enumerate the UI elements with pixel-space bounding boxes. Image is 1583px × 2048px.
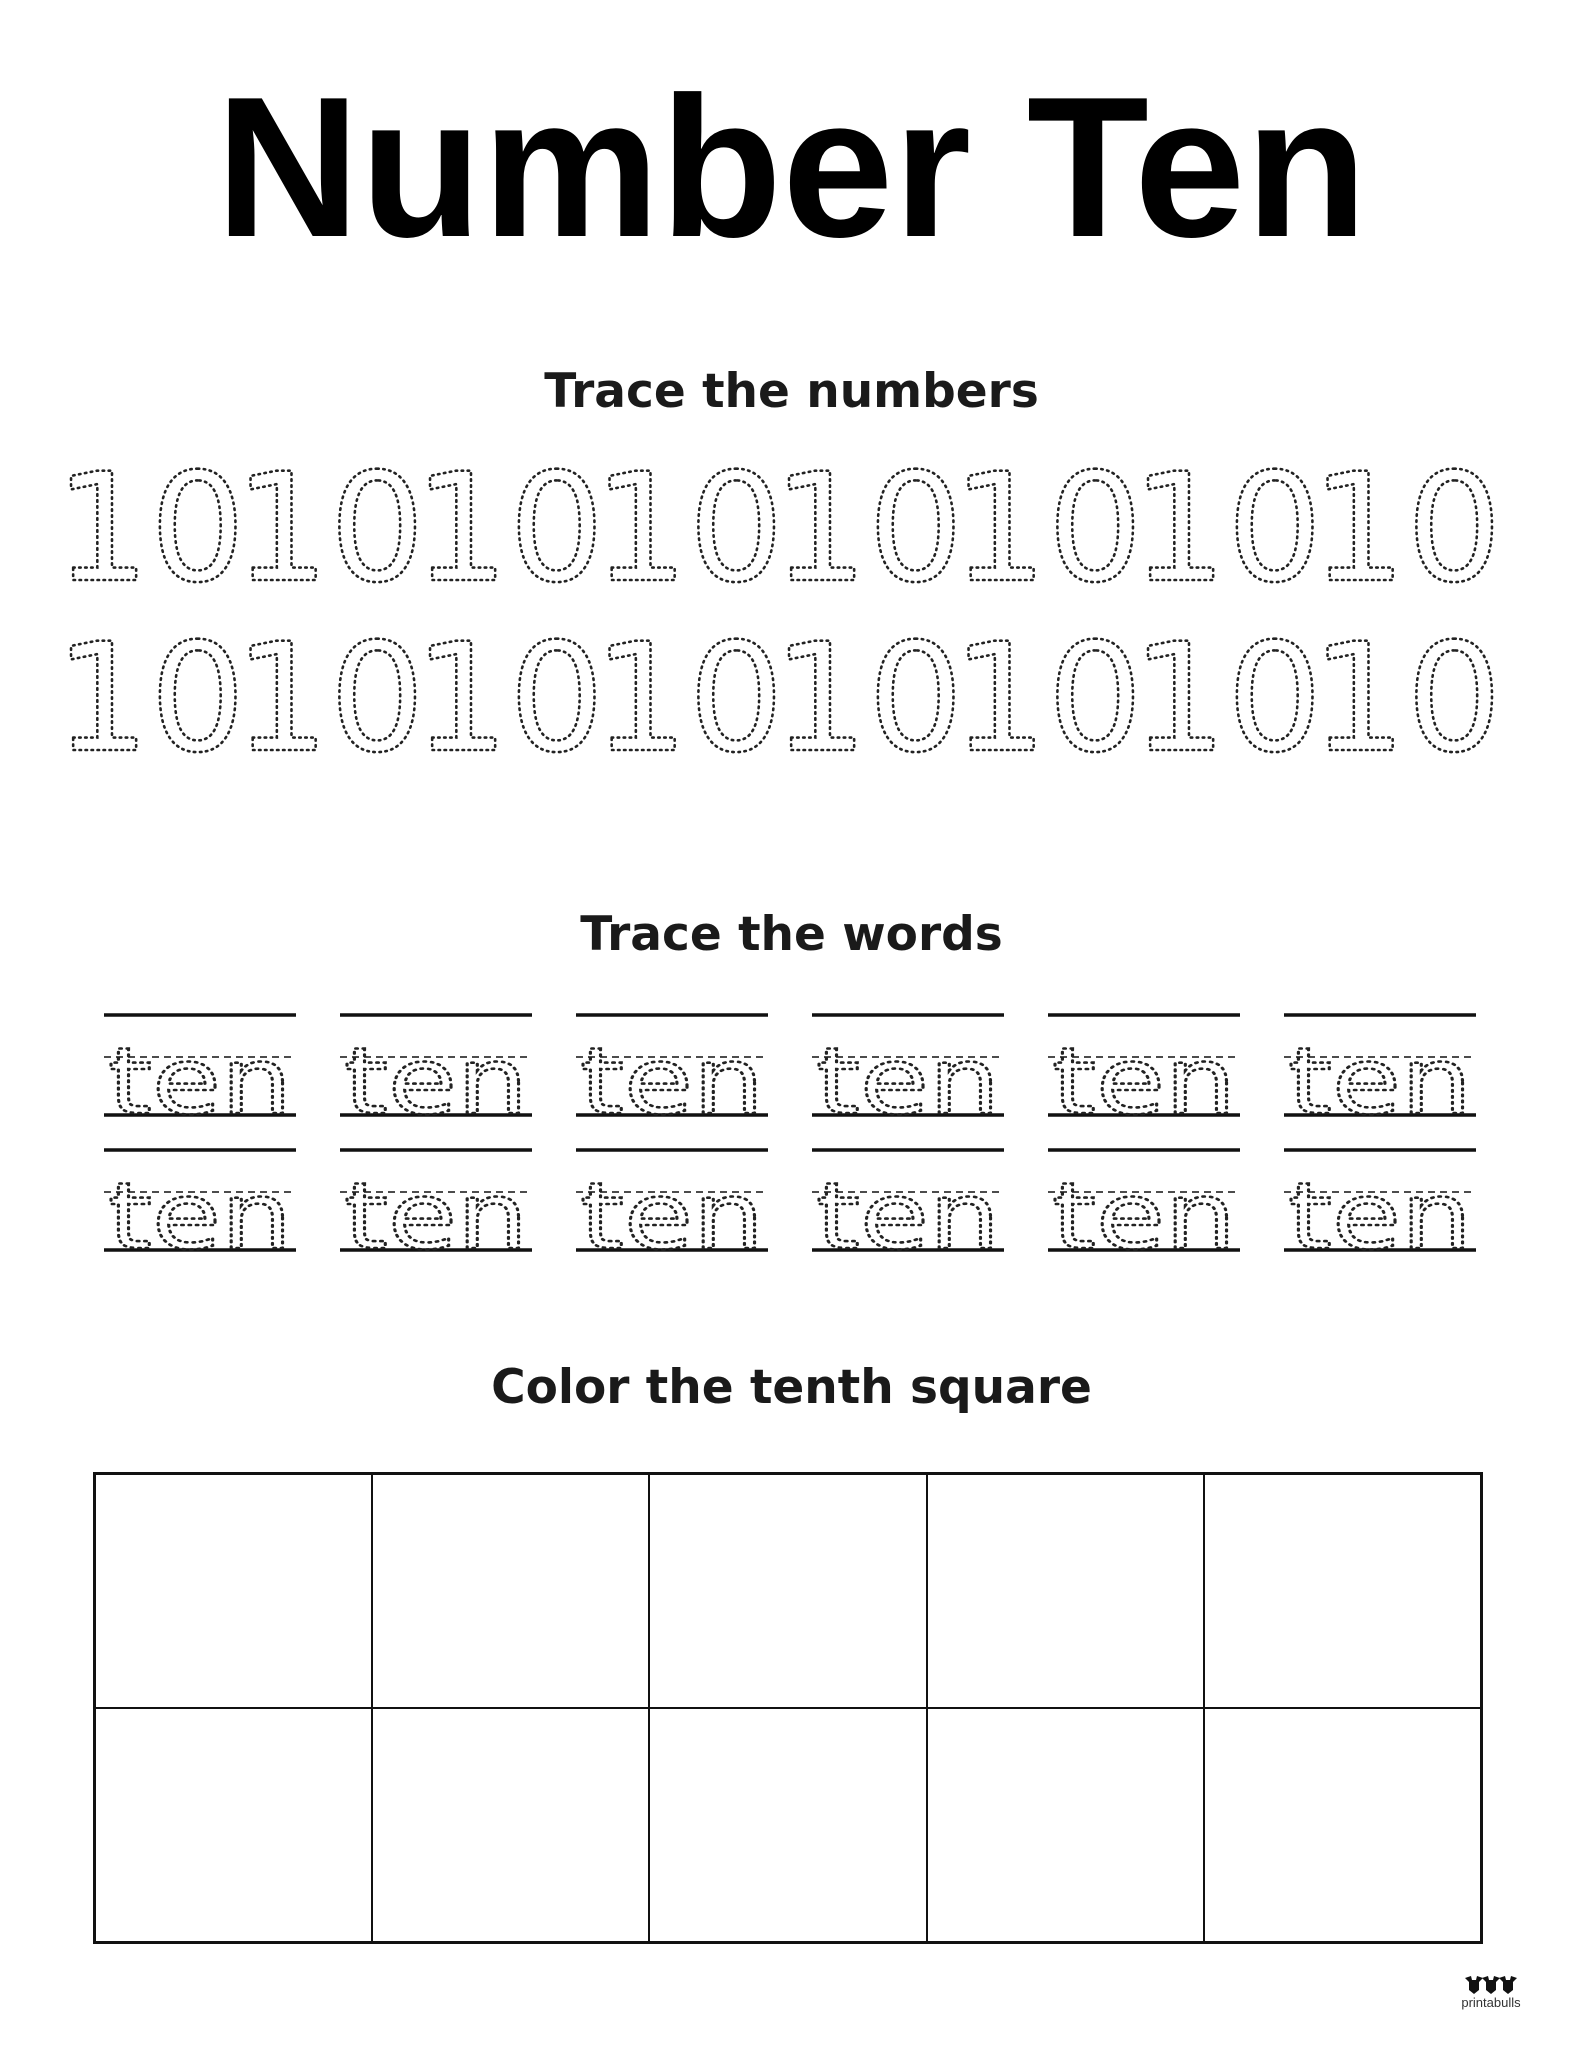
trace-number: 10 [593, 612, 784, 786]
trace-word: ten [816, 1163, 1000, 1270]
color-square[interactable] [649, 1474, 926, 1708]
bull-heads-icon [1463, 1974, 1519, 1996]
trace-number: 10 [234, 442, 425, 616]
trace-number: 10 [54, 442, 246, 616]
trace-number: 10 [413, 612, 605, 786]
trace-word: ten [580, 1163, 764, 1270]
color-square[interactable] [372, 1708, 649, 1942]
trace-number: 10 [772, 612, 964, 786]
trace-number: 10 [1131, 612, 1323, 786]
trace-word: ten [108, 1028, 292, 1135]
color-square[interactable] [927, 1708, 1204, 1942]
brand-mark [1451, 1974, 1531, 2010]
trace-word-block [1048, 1150, 1240, 1270]
trace-number: 10 [952, 612, 1143, 786]
trace-word-block [812, 1015, 1004, 1135]
trace-word-block [576, 1015, 768, 1135]
color-square[interactable] [1204, 1708, 1481, 1942]
word-tracing-area [0, 1000, 1583, 1270]
trace-number: 10 [1311, 442, 1502, 616]
number-tracing-area [0, 442, 1583, 786]
trace-word: ten [1052, 1163, 1236, 1270]
trace-word: ten [1288, 1028, 1472, 1135]
trace-number: 10 [413, 442, 605, 616]
trace-number: 10 [952, 442, 1143, 616]
color-square[interactable] [649, 1708, 926, 1942]
trace-word: ten [580, 1028, 764, 1135]
trace-word: ten [1052, 1028, 1236, 1135]
trace-word-block [576, 1150, 768, 1270]
ten-frame-grid [93, 1472, 1483, 1944]
trace-word: ten [1288, 1163, 1472, 1270]
trace-word: ten [108, 1163, 292, 1270]
trace-word-block [1048, 1015, 1240, 1135]
trace-word-block [340, 1150, 532, 1270]
color-square[interactable] [927, 1474, 1204, 1708]
trace-word: ten [816, 1028, 1000, 1135]
trace-word-block [104, 1150, 296, 1270]
page-title: Number Ten [215, 56, 1368, 279]
color-square[interactable] [372, 1474, 649, 1708]
trace-word-block [104, 1015, 296, 1135]
trace-number: 10 [234, 612, 425, 786]
trace-number: 10 [772, 442, 964, 616]
trace-word: ten [344, 1028, 528, 1135]
trace-number: 10 [593, 442, 784, 616]
trace-numbers-heading: Trace the numbers [544, 364, 1039, 419]
trace-word: ten [344, 1163, 528, 1270]
trace-words-heading: Trace the words [580, 907, 1003, 962]
trace-word-block [1284, 1015, 1476, 1135]
color-square[interactable] [95, 1708, 372, 1942]
trace-number: 10 [1311, 612, 1502, 786]
brand-name: printabulls [1461, 1995, 1521, 2010]
trace-word-block [812, 1150, 1004, 1270]
color-square[interactable] [95, 1474, 372, 1708]
trace-number: 10 [54, 612, 246, 786]
trace-word-block [340, 1015, 532, 1135]
trace-word-block [1284, 1150, 1476, 1270]
color-square[interactable] [1204, 1474, 1481, 1708]
trace-number: 10 [1131, 442, 1323, 616]
color-squares-heading: Color the tenth square [491, 1360, 1092, 1415]
